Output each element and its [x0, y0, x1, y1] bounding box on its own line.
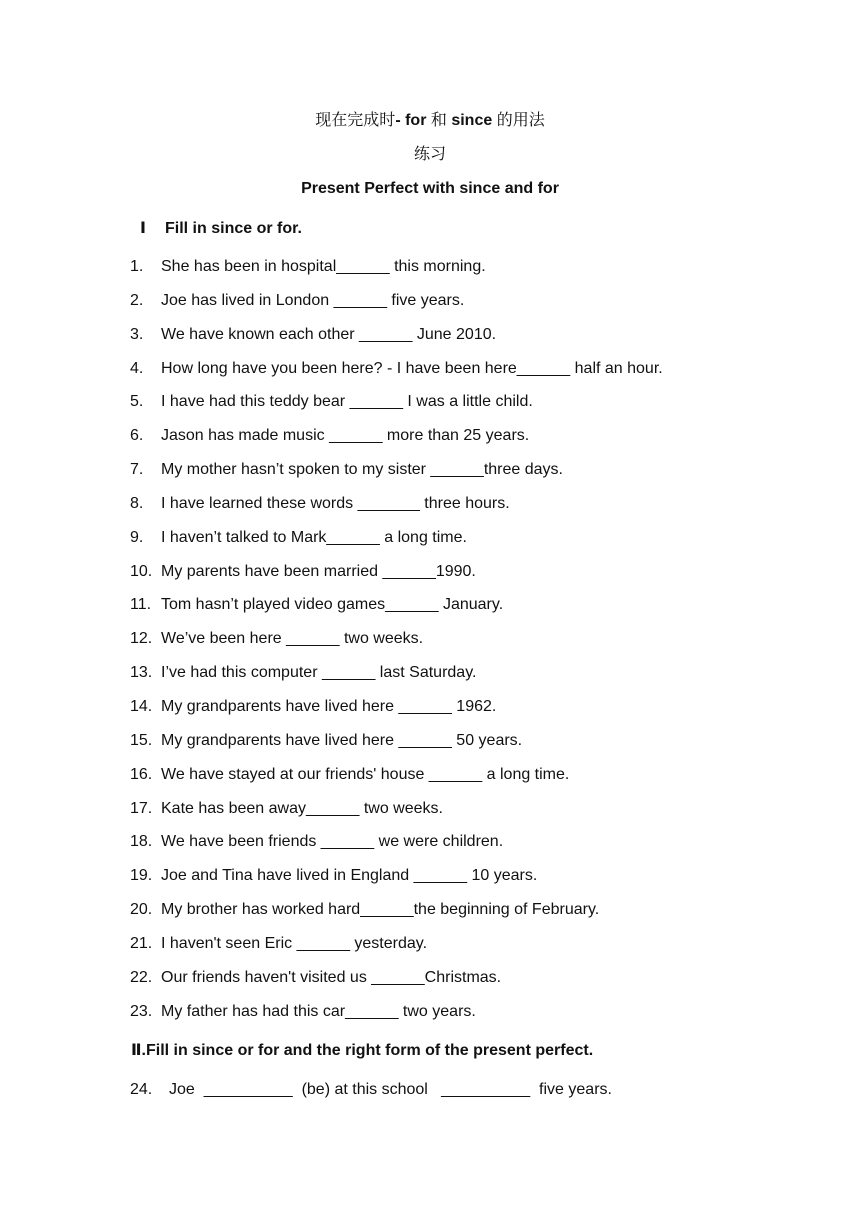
item-sentence: I’ve had this computer ______ last Saturday.	[161, 664, 477, 682]
item-sentence: My grandparents have lived here ______ 1962.	[161, 697, 497, 715]
title-zh-suffix: 的用法	[492, 112, 545, 129]
item-number: 12.	[130, 630, 153, 648]
item-number: 14.	[130, 697, 153, 715]
item-sentence: Joe and Tina have lived in England ______ 10 years.	[161, 867, 538, 885]
item-number: 10.	[130, 562, 153, 580]
exercise-item	[0, 1001, 860, 1035]
exercise-item	[0, 764, 860, 798]
exercise-item	[0, 967, 860, 1001]
exercise-item	[0, 561, 860, 595]
item-sentence: My mother hasn’t spoken to my sister ______three days.	[161, 461, 563, 479]
item-number: 8.	[130, 494, 144, 512]
section-1-heading	[140, 218, 302, 240]
exercise-item-24	[0, 1079, 860, 1103]
exercise-item	[0, 290, 860, 324]
item-sentence: Joe __________ (be) at this school __________ five years.	[169, 1081, 612, 1098]
exercise-item	[0, 493, 860, 527]
item-number: 22.	[130, 968, 153, 986]
item-number: 21.	[130, 934, 153, 952]
item-sentence: Jason has made music ______ more than 25 years.	[161, 427, 530, 445]
item-sentence: We’ve been here ______ two weeks.	[161, 630, 424, 648]
item-sentence: I haven’t talked to Mark______ a long time.	[161, 528, 467, 546]
title-zh-prefix: 现在完成时	[315, 112, 396, 129]
section-2-heading: Ⅱ.Fill in since or for and the right form of the present perfect.	[131, 1042, 594, 1059]
page-title-english: Present Perfect with since and for	[301, 180, 559, 197]
exercise-item	[0, 527, 860, 561]
section-1-instruction: Fill in since or for.	[165, 220, 302, 237]
exercise-item	[0, 594, 860, 628]
title-zh-and: 和	[426, 112, 452, 129]
title-zh-for: - for	[395, 112, 427, 129]
item-sentence: She has been in hospital______ this morning.	[161, 258, 486, 275]
item-sentence: Kate has been away______ two weeks.	[161, 799, 443, 817]
item-sentence: We have been friends ______ we were children.	[161, 833, 504, 851]
item-sentence: Joe has lived in London ______ five years.	[161, 291, 465, 309]
item-number: 24.	[130, 1081, 153, 1098]
exercise-item	[0, 865, 860, 899]
item-number: 4.	[130, 359, 144, 377]
exercise-item	[0, 425, 860, 459]
exercise-item	[0, 459, 860, 493]
exercise-item	[0, 391, 860, 425]
item-sentence: I have had this teddy bear ______ I was a little child.	[161, 393, 533, 411]
exercise-list	[0, 256, 860, 1034]
exercise-item	[0, 256, 860, 290]
exercise-item	[0, 358, 860, 392]
exercise-item	[0, 899, 860, 933]
exercise-item	[0, 831, 860, 865]
exercise-item	[0, 730, 860, 764]
exercise-item	[0, 662, 860, 696]
item-number: 15.	[130, 731, 153, 749]
item-sentence: My grandparents have lived here ______ 50 years.	[161, 731, 523, 749]
item-number: 7.	[130, 461, 144, 479]
item-sentence: My parents have been married ______1990.	[161, 562, 476, 580]
item-number: 19.	[130, 867, 153, 885]
item-sentence: My father has had this car______ two years.	[161, 1002, 476, 1020]
exercise-item	[0, 696, 860, 730]
item-number: 9.	[130, 528, 144, 546]
item-number: 13.	[130, 664, 153, 682]
item-number: 11.	[130, 596, 152, 614]
item-sentence: We have stayed at our friends' house ______ a long time.	[161, 765, 570, 783]
item-sentence: How long have you been here? - I have been here______ half an hour.	[161, 359, 663, 377]
item-sentence: We have known each other ______ June 2010.	[161, 325, 497, 343]
item-sentence: Our friends haven't visited us ______Christmas.	[161, 968, 502, 986]
page-subtitle-chinese: 练习	[413, 146, 446, 163]
section-1-numeral: Ⅰ	[140, 220, 146, 237]
item-number: 1.	[130, 258, 144, 275]
item-sentence: I have learned these words _______ three hours.	[161, 494, 510, 512]
item-number: 3.	[130, 325, 144, 343]
title-zh-since: since	[451, 112, 493, 129]
item-number: 18.	[130, 833, 153, 851]
item-number: 17.	[130, 799, 153, 817]
page-title-chinese	[0, 110, 860, 132]
item-number: 6.	[130, 427, 144, 445]
item-number: 23.	[130, 1002, 153, 1020]
exercise-item	[0, 324, 860, 358]
item-number: 16.	[130, 765, 153, 783]
item-sentence: My brother has worked hard______the beginning of February.	[161, 901, 600, 919]
item-number: 2.	[130, 291, 144, 309]
exercise-item	[0, 628, 860, 662]
exercise-item	[0, 798, 860, 832]
exercise-item	[0, 933, 860, 967]
item-number: 5.	[130, 393, 144, 411]
item-sentence: Tom hasn’t played video games______ January.	[161, 596, 504, 614]
item-sentence: I haven't seen Eric ______ yesterday.	[161, 934, 428, 952]
item-number: 20.	[130, 901, 153, 919]
